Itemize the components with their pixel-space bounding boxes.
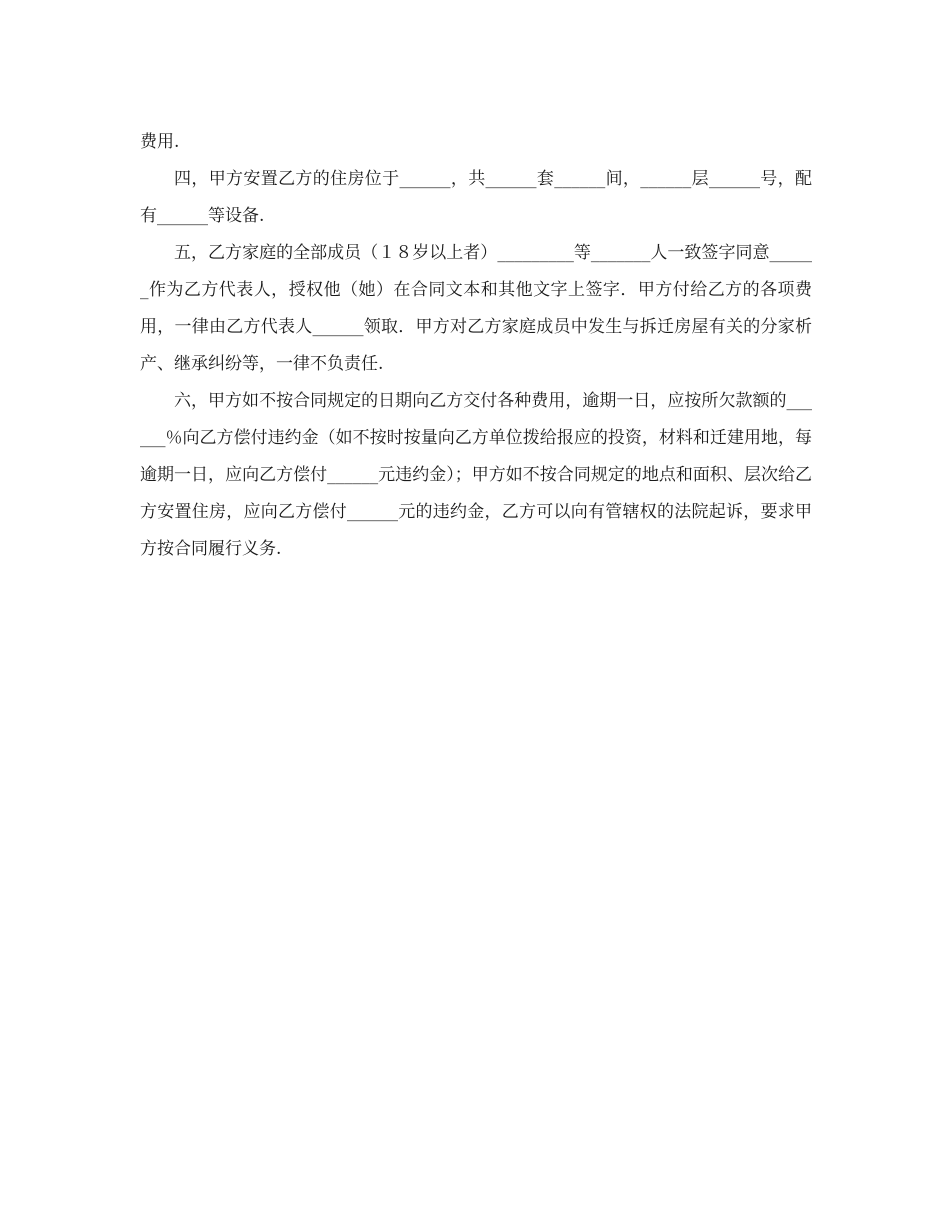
paragraph-clause-4: 四，甲方安置乙方的住房位于______，共______套______间，______层______号，配有______等设备. (140, 169, 812, 226)
paragraph-clause-6: 六，甲方如不按合同规定的日期向乙方交付各种费用，逾期一日，应按所欠款额的______％向乙方偿付违约金（如不按时按量向乙方单位拨给报应的投资，材料和迁建用地，每逾期一日，应向乙方偿付______元违约金）；甲方如不按合同规定的地点和面积、层次给乙方安置住房，应向乙方偿付______元的违约金，乙方可以向有管辖权的法院起诉，要求甲方按合同履行义务. (140, 391, 812, 559)
paragraph-continuation: 费用. (140, 132, 180, 152)
paragraph-clause-5: 五，乙方家庭的全部成员（１８岁以上者）_________等_______人一致签字同意______作为乙方代表人，授权他（她）在合同文本和其他文字上签字．甲方付给乙方的各项费用，一律由乙方代表人______领取．甲方对乙方家庭成员中发生与拆迁房屋有关的分家析产、继承纠纷等，一律不负责任. (140, 243, 812, 374)
document-body (140, 124, 812, 568)
